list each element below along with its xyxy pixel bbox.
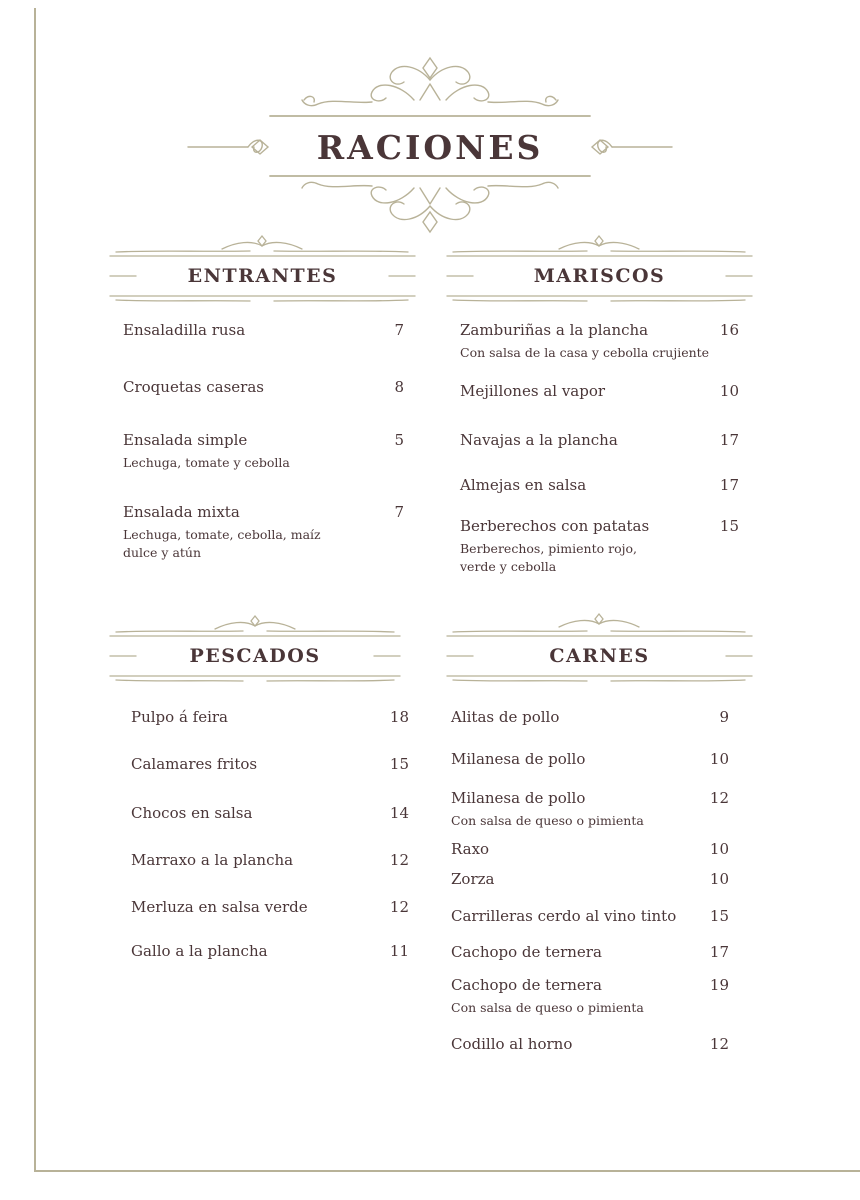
item-name: Raxo (451, 840, 490, 858)
item-price: 11 (389, 942, 409, 960)
item-price: 10 (709, 840, 729, 858)
item-price: 16 (719, 321, 739, 339)
item-name: Berberechos con patatas (460, 517, 650, 535)
item-name: Milanesa de pollo (451, 789, 586, 807)
item-name: Merluza en salsa verde (131, 898, 308, 916)
item-description: Con salsa de queso o pimienta (451, 1000, 644, 1015)
page-title: RACIONES (316, 128, 544, 167)
item-description: Con salsa de queso o pimienta (451, 813, 644, 828)
item-price: 19 (709, 976, 729, 994)
item-name: Croquetas caseras (123, 378, 264, 396)
item-price: 14 (389, 804, 409, 822)
item-name: Chocos en salsa (131, 804, 253, 822)
item-price: 8 (394, 378, 404, 396)
item-price: 10 (709, 870, 729, 888)
item-description: Con salsa de la casa y cebolla crujiente (460, 345, 710, 360)
item-name: Zamburiñas a la plancha (460, 321, 649, 339)
item-name: Gallo a la plancha (131, 942, 268, 960)
item-price: 15 (719, 517, 739, 535)
item-price: 10 (709, 750, 729, 768)
item-price: 18 (389, 708, 409, 726)
item-name: Alitas de pollo (451, 708, 560, 726)
item-name: Zorza (451, 870, 495, 888)
item-name: Carrilleras cerdo al vino tinto (451, 907, 677, 925)
item-price: 10 (719, 382, 739, 400)
item-price: 17 (719, 476, 739, 494)
item-name: Pulpo á feira (131, 708, 229, 726)
item-price: 7 (394, 503, 404, 521)
item-price: 12 (389, 898, 409, 916)
item-price: 15 (389, 755, 409, 773)
item-name: Ensalada simple (123, 431, 248, 449)
section-title-pescados: PESCADOS (189, 645, 321, 667)
item-name: Cachopo de ternera (451, 943, 602, 961)
item-description: Lechuga, tomate y cebolla (123, 455, 290, 470)
item-price: 9 (719, 708, 729, 726)
item-name: Mejillones al vapor (460, 382, 606, 400)
section-title-entrantes: ENTRANTES (187, 265, 338, 287)
item-price: 17 (709, 943, 729, 961)
item-price: 7 (394, 321, 404, 339)
item-name: Navajas a la plancha (460, 431, 618, 449)
item-name: Almejas en salsa (460, 476, 587, 494)
item-price: 5 (394, 431, 404, 449)
item-price: 17 (719, 431, 739, 449)
item-price: 12 (709, 1035, 729, 1053)
item-name: Codillo al horno (451, 1035, 573, 1053)
section-title-mariscos: MARISCOS (533, 265, 666, 287)
item-price: 15 (709, 907, 729, 925)
item-name: Cachopo de ternera (451, 976, 602, 994)
item-price: 12 (389, 851, 409, 869)
item-name: Milanesa de pollo (451, 750, 586, 768)
item-price: 12 (709, 789, 729, 807)
item-description: Berberechos, pimiento rojo, verde y cebolla (460, 541, 637, 574)
item-name: Ensalada mixta (123, 503, 240, 521)
item-name: Calamares fritos (131, 755, 258, 773)
item-name: Marraxo a la plancha (131, 851, 294, 869)
item-name: Ensaladilla rusa (123, 321, 246, 339)
section-title-carnes: CARNES (549, 645, 650, 667)
item-description: Lechuga, tomate, cebolla, maíz dulce y atún (123, 527, 321, 560)
